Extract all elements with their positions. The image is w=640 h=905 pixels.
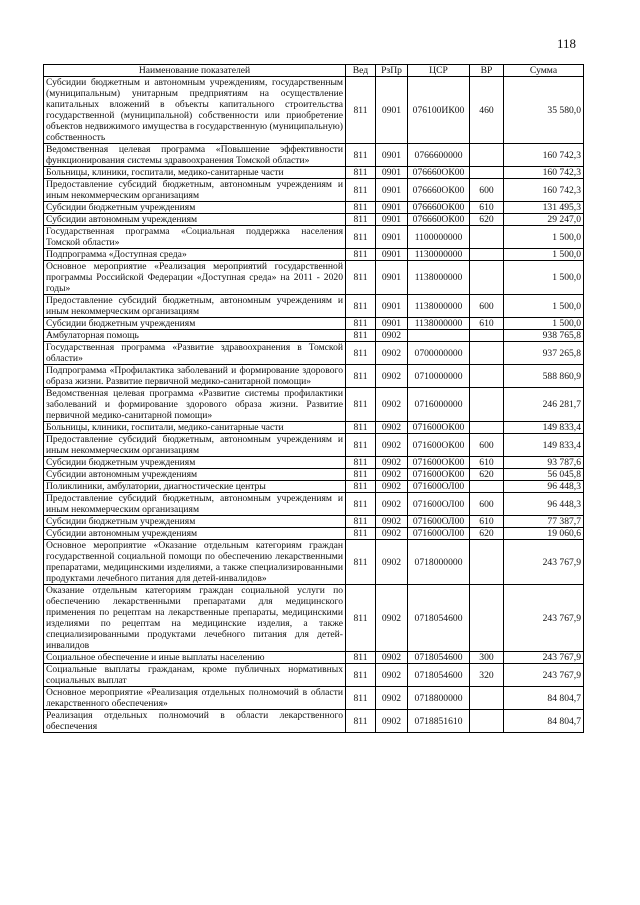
cell-sum: 56 045,8 [504, 469, 584, 481]
cell-vr: 620 [470, 528, 504, 540]
header-sum: Сумма [504, 65, 584, 77]
cell-csr: 0710000000 [408, 365, 470, 388]
cell-sum: 1 500,0 [504, 261, 584, 295]
cell-ved: 811 [346, 422, 376, 434]
cell-rzpr: 0902 [376, 687, 408, 710]
cell-rzpr: 0902 [376, 469, 408, 481]
cell-rzpr: 0901 [376, 179, 408, 202]
cell-rzpr: 0901 [376, 318, 408, 330]
table-row [44, 540, 584, 585]
cell-csr: 0718054600 [408, 585, 470, 652]
cell-name: Государственная программа «Социальная поддержка населения Томской области» [44, 226, 346, 249]
cell-sum: 588 860,9 [504, 365, 584, 388]
header-name: Наименование показателей [44, 65, 346, 77]
table-row [44, 664, 584, 687]
cell-vr [470, 249, 504, 261]
cell-name: Основное мероприятие «Оказание отдельным категориям граждан государственной социальной помощи по обеспечению лекарственными препаратами, медицинскими изделиями, а также специализированными продуктами лечебного питания для детей-инвалидов» [44, 540, 346, 585]
cell-vr [470, 226, 504, 249]
cell-name: Субсидии бюджетным учреждениям [44, 457, 346, 469]
cell-sum: 937 265,8 [504, 342, 584, 365]
cell-ved: 811 [346, 261, 376, 295]
header-ved: Вед [346, 65, 376, 77]
cell-sum: 29 247,0 [504, 214, 584, 226]
cell-rzpr: 0901 [376, 167, 408, 179]
cell-ved: 811 [346, 318, 376, 330]
cell-csr: 076660ОК00 [408, 179, 470, 202]
cell-rzpr: 0902 [376, 388, 408, 422]
cell-rzpr: 0902 [376, 330, 408, 342]
cell-vr: 610 [470, 318, 504, 330]
cell-ved: 811 [346, 516, 376, 528]
cell-sum: 131 495,3 [504, 202, 584, 214]
cell-name: Подпрограмма «Доступная среда» [44, 249, 346, 261]
cell-csr: 071600ОЛ00 [408, 516, 470, 528]
cell-rzpr: 0901 [376, 261, 408, 295]
cell-ved: 811 [346, 365, 376, 388]
cell-vr: 620 [470, 469, 504, 481]
cell-ved: 811 [346, 167, 376, 179]
cell-vr: 610 [470, 516, 504, 528]
cell-ved: 811 [346, 481, 376, 493]
cell-csr: 071600ОК00 [408, 457, 470, 469]
cell-sum: 160 742,3 [504, 167, 584, 179]
cell-vr [470, 540, 504, 585]
cell-sum: 246 281,7 [504, 388, 584, 422]
cell-vr [470, 167, 504, 179]
cell-vr [470, 710, 504, 733]
cell-sum: 149 833,4 [504, 434, 584, 457]
cell-sum: 243 767,9 [504, 664, 584, 687]
cell-name: Предоставление субсидий бюджетным, автономным учреждениям и иным некоммерческим организациям [44, 434, 346, 457]
cell-rzpr: 0902 [376, 493, 408, 516]
cell-name: Субсидии бюджетным учреждениям [44, 318, 346, 330]
cell-ved: 811 [346, 540, 376, 585]
cell-rzpr: 0901 [376, 295, 408, 318]
cell-csr: 1138000000 [408, 318, 470, 330]
table-row [44, 516, 584, 528]
cell-sum: 84 804,7 [504, 710, 584, 733]
cell-name: Предоставление субсидий бюджетным, автономным учреждениям и иным некоммерческим организациям [44, 179, 346, 202]
cell-vr [470, 342, 504, 365]
header-rzpr: РзПр [376, 65, 408, 77]
cell-rzpr: 0901 [376, 249, 408, 261]
table-row [44, 710, 584, 733]
cell-csr: 071600ОК00 [408, 422, 470, 434]
cell-sum: 243 767,9 [504, 585, 584, 652]
table-row [44, 585, 584, 652]
cell-vr: 320 [470, 664, 504, 687]
cell-name: Субсидии бюджетным учреждениям [44, 516, 346, 528]
table-row [44, 318, 584, 330]
table-row [44, 388, 584, 422]
cell-rzpr: 0902 [376, 652, 408, 664]
table-body [44, 77, 584, 733]
cell-name: Оказание отдельным категориям граждан социальной услуги по обеспечению лекарственными препаратами для медицинского применения по рецептам на лекарственные препараты, медицинскими изделиями по рецептам на медицинские изделия, а также специализированными продуктами лечебного питания для детей-инвалидов [44, 585, 346, 652]
cell-vr [470, 585, 504, 652]
cell-sum: 1 500,0 [504, 226, 584, 249]
cell-ved: 811 [346, 664, 376, 687]
cell-sum: 1 500,0 [504, 318, 584, 330]
cell-csr: 1130000000 [408, 249, 470, 261]
cell-ved: 811 [346, 249, 376, 261]
cell-ved: 811 [346, 179, 376, 202]
table-row [44, 422, 584, 434]
table-row [44, 434, 584, 457]
table-row [44, 469, 584, 481]
cell-ved: 811 [346, 457, 376, 469]
budget-table [43, 64, 584, 733]
cell-vr: 600 [470, 434, 504, 457]
cell-name: Предоставление субсидий бюджетным, автономным учреждениям и иным некоммерческим организациям [44, 295, 346, 318]
table-row [44, 365, 584, 388]
table-row [44, 214, 584, 226]
cell-vr [470, 481, 504, 493]
cell-vr: 610 [470, 202, 504, 214]
cell-csr: 1138000000 [408, 295, 470, 318]
table-row [44, 167, 584, 179]
cell-vr [470, 365, 504, 388]
cell-sum: 1 500,0 [504, 295, 584, 318]
cell-sum: 19 060,6 [504, 528, 584, 540]
cell-name: Подпрограмма «Профилактика заболеваний и формирование здорового образа жизни. Развитие первичной медико-санитарной помощи» [44, 365, 346, 388]
cell-rzpr: 0902 [376, 664, 408, 687]
cell-sum: 160 742,3 [504, 144, 584, 167]
cell-csr: 0718000000 [408, 540, 470, 585]
cell-csr: 0716000000 [408, 388, 470, 422]
cell-rzpr: 0902 [376, 481, 408, 493]
cell-rzpr: 0902 [376, 365, 408, 388]
cell-sum: 84 804,7 [504, 687, 584, 710]
table-row [44, 295, 584, 318]
table-header-row [44, 65, 584, 77]
cell-csr: 076100ИК00 [408, 77, 470, 144]
header-csr: ЦСР [408, 65, 470, 77]
table-row [44, 493, 584, 516]
table-row [44, 144, 584, 167]
cell-ved: 811 [346, 295, 376, 318]
cell-sum: 1 500,0 [504, 249, 584, 261]
cell-csr: 076660ОК00 [408, 202, 470, 214]
cell-name: Субсидии автономным учреждениям [44, 214, 346, 226]
cell-rzpr: 0901 [376, 77, 408, 144]
cell-vr [470, 388, 504, 422]
cell-csr: 071600ОК00 [408, 469, 470, 481]
cell-csr: 076660ОК00 [408, 214, 470, 226]
cell-rzpr: 0901 [376, 214, 408, 226]
cell-name: Больницы, клиники, госпитали, медико-санитарные части [44, 167, 346, 179]
cell-sum: 149 833,4 [504, 422, 584, 434]
cell-name: Ведомственная целевая программа «Развитие системы профилактики заболеваний и формирование здорового образа жизни. Развитие первичной медико-санитарной помощи» [44, 388, 346, 422]
cell-rzpr: 0901 [376, 144, 408, 167]
cell-sum: 77 387,7 [504, 516, 584, 528]
cell-name: Основное мероприятие «Реализация отдельных полномочий в области лекарственного обеспечения» [44, 687, 346, 710]
table-row [44, 330, 584, 342]
cell-csr: 1100000000 [408, 226, 470, 249]
cell-name: Основное мероприятие «Реализация мероприятий государственной программы Российской Федерации «Доступная среда» на 2011 - 2020 годы» [44, 261, 346, 295]
cell-rzpr: 0902 [376, 516, 408, 528]
table-row [44, 226, 584, 249]
cell-vr: 600 [470, 179, 504, 202]
cell-ved: 811 [346, 710, 376, 733]
cell-vr: 300 [470, 652, 504, 664]
cell-csr: 0700000000 [408, 342, 470, 365]
cell-rzpr: 0902 [376, 342, 408, 365]
cell-name: Субсидии автономным учреждениям [44, 469, 346, 481]
cell-rzpr: 0902 [376, 434, 408, 457]
cell-csr: 0766600000 [408, 144, 470, 167]
cell-vr [470, 261, 504, 295]
cell-name: Поликлиники, амбулатории, диагностические центры [44, 481, 346, 493]
table-row [44, 652, 584, 664]
cell-name: Амбулаторная помощь [44, 330, 346, 342]
table-row [44, 261, 584, 295]
cell-rzpr: 0902 [376, 528, 408, 540]
cell-name: Реализация отдельных полномочий в области лекарственного обеспечения [44, 710, 346, 733]
cell-csr: 071600ОЛ00 [408, 528, 470, 540]
cell-ved: 811 [346, 77, 376, 144]
cell-ved: 811 [346, 687, 376, 710]
cell-ved: 811 [346, 214, 376, 226]
cell-ved: 811 [346, 434, 376, 457]
cell-rzpr: 0902 [376, 585, 408, 652]
cell-name: Государственная программа «Развитие здравоохранения в Томской области» [44, 342, 346, 365]
cell-vr [470, 144, 504, 167]
cell-sum: 96 448,3 [504, 481, 584, 493]
table-row [44, 481, 584, 493]
cell-vr [470, 422, 504, 434]
cell-name: Социальное обеспечение и иные выплаты населению [44, 652, 346, 664]
cell-ved: 811 [346, 493, 376, 516]
cell-vr: 620 [470, 214, 504, 226]
cell-ved: 811 [346, 528, 376, 540]
cell-vr: 460 [470, 77, 504, 144]
cell-rzpr: 0902 [376, 710, 408, 733]
cell-vr: 600 [470, 295, 504, 318]
cell-sum: 96 448,3 [504, 493, 584, 516]
cell-ved: 811 [346, 342, 376, 365]
cell-ved: 811 [346, 144, 376, 167]
cell-rzpr: 0901 [376, 226, 408, 249]
cell-csr: 076660ОК00 [408, 167, 470, 179]
cell-sum: 35 580,0 [504, 77, 584, 144]
cell-csr: 071600ОК00 [408, 434, 470, 457]
cell-vr: 600 [470, 493, 504, 516]
cell-ved: 811 [346, 202, 376, 214]
cell-csr: 1138000000 [408, 261, 470, 295]
cell-ved: 811 [346, 585, 376, 652]
cell-csr: 0718851610 [408, 710, 470, 733]
header-vr: ВР [470, 65, 504, 77]
table-row [44, 179, 584, 202]
cell-ved: 811 [346, 652, 376, 664]
cell-ved: 811 [346, 388, 376, 422]
table-row [44, 77, 584, 144]
table-row [44, 342, 584, 365]
cell-name: Больницы, клиники, госпитали, медико-санитарные части [44, 422, 346, 434]
cell-rzpr: 0902 [376, 457, 408, 469]
cell-vr [470, 687, 504, 710]
cell-rzpr: 0901 [376, 202, 408, 214]
cell-csr: 071600ОЛ00 [408, 481, 470, 493]
cell-rzpr: 0902 [376, 422, 408, 434]
cell-sum: 93 787,6 [504, 457, 584, 469]
cell-name: Субсидии бюджетным и автономным учреждениям, государственным (муниципальным) унитарным предприятиям на осуществление капитальных вложений в объекты капитального строительства государственной (муниципальной) собственности или приобретение объектов недвижимого имущества в государственную (муниципальную) собственность [44, 77, 346, 144]
cell-csr [408, 330, 470, 342]
cell-csr: 0718054600 [408, 652, 470, 664]
cell-vr: 610 [470, 457, 504, 469]
table-row [44, 687, 584, 710]
cell-ved: 811 [346, 226, 376, 249]
cell-sum: 938 765,8 [504, 330, 584, 342]
table-row [44, 249, 584, 261]
cell-ved: 811 [346, 330, 376, 342]
cell-name: Социальные выплаты гражданам, кроме публичных нормативных социальных выплат [44, 664, 346, 687]
cell-ved: 811 [346, 469, 376, 481]
cell-vr [470, 330, 504, 342]
cell-sum: 160 742,3 [504, 179, 584, 202]
table-row [44, 202, 584, 214]
cell-csr: 0718800000 [408, 687, 470, 710]
cell-csr: 071600ОЛ00 [408, 493, 470, 516]
table-row [44, 457, 584, 469]
cell-name: Предоставление субсидий бюджетным, автономным учреждениям и иным некоммерческим организациям [44, 493, 346, 516]
cell-name: Субсидии автономным учреждениям [44, 528, 346, 540]
cell-name: Субсидии бюджетным учреждениям [44, 202, 346, 214]
table-row [44, 528, 584, 540]
cell-csr: 0718054600 [408, 664, 470, 687]
cell-sum: 243 767,9 [504, 652, 584, 664]
cell-rzpr: 0902 [376, 540, 408, 585]
page-number: 118 [557, 36, 577, 51]
cell-name: Ведомственная целевая программа «Повышение эффективности функционирования системы здравоохранения Томской области» [44, 144, 346, 167]
cell-sum: 243 767,9 [504, 540, 584, 585]
